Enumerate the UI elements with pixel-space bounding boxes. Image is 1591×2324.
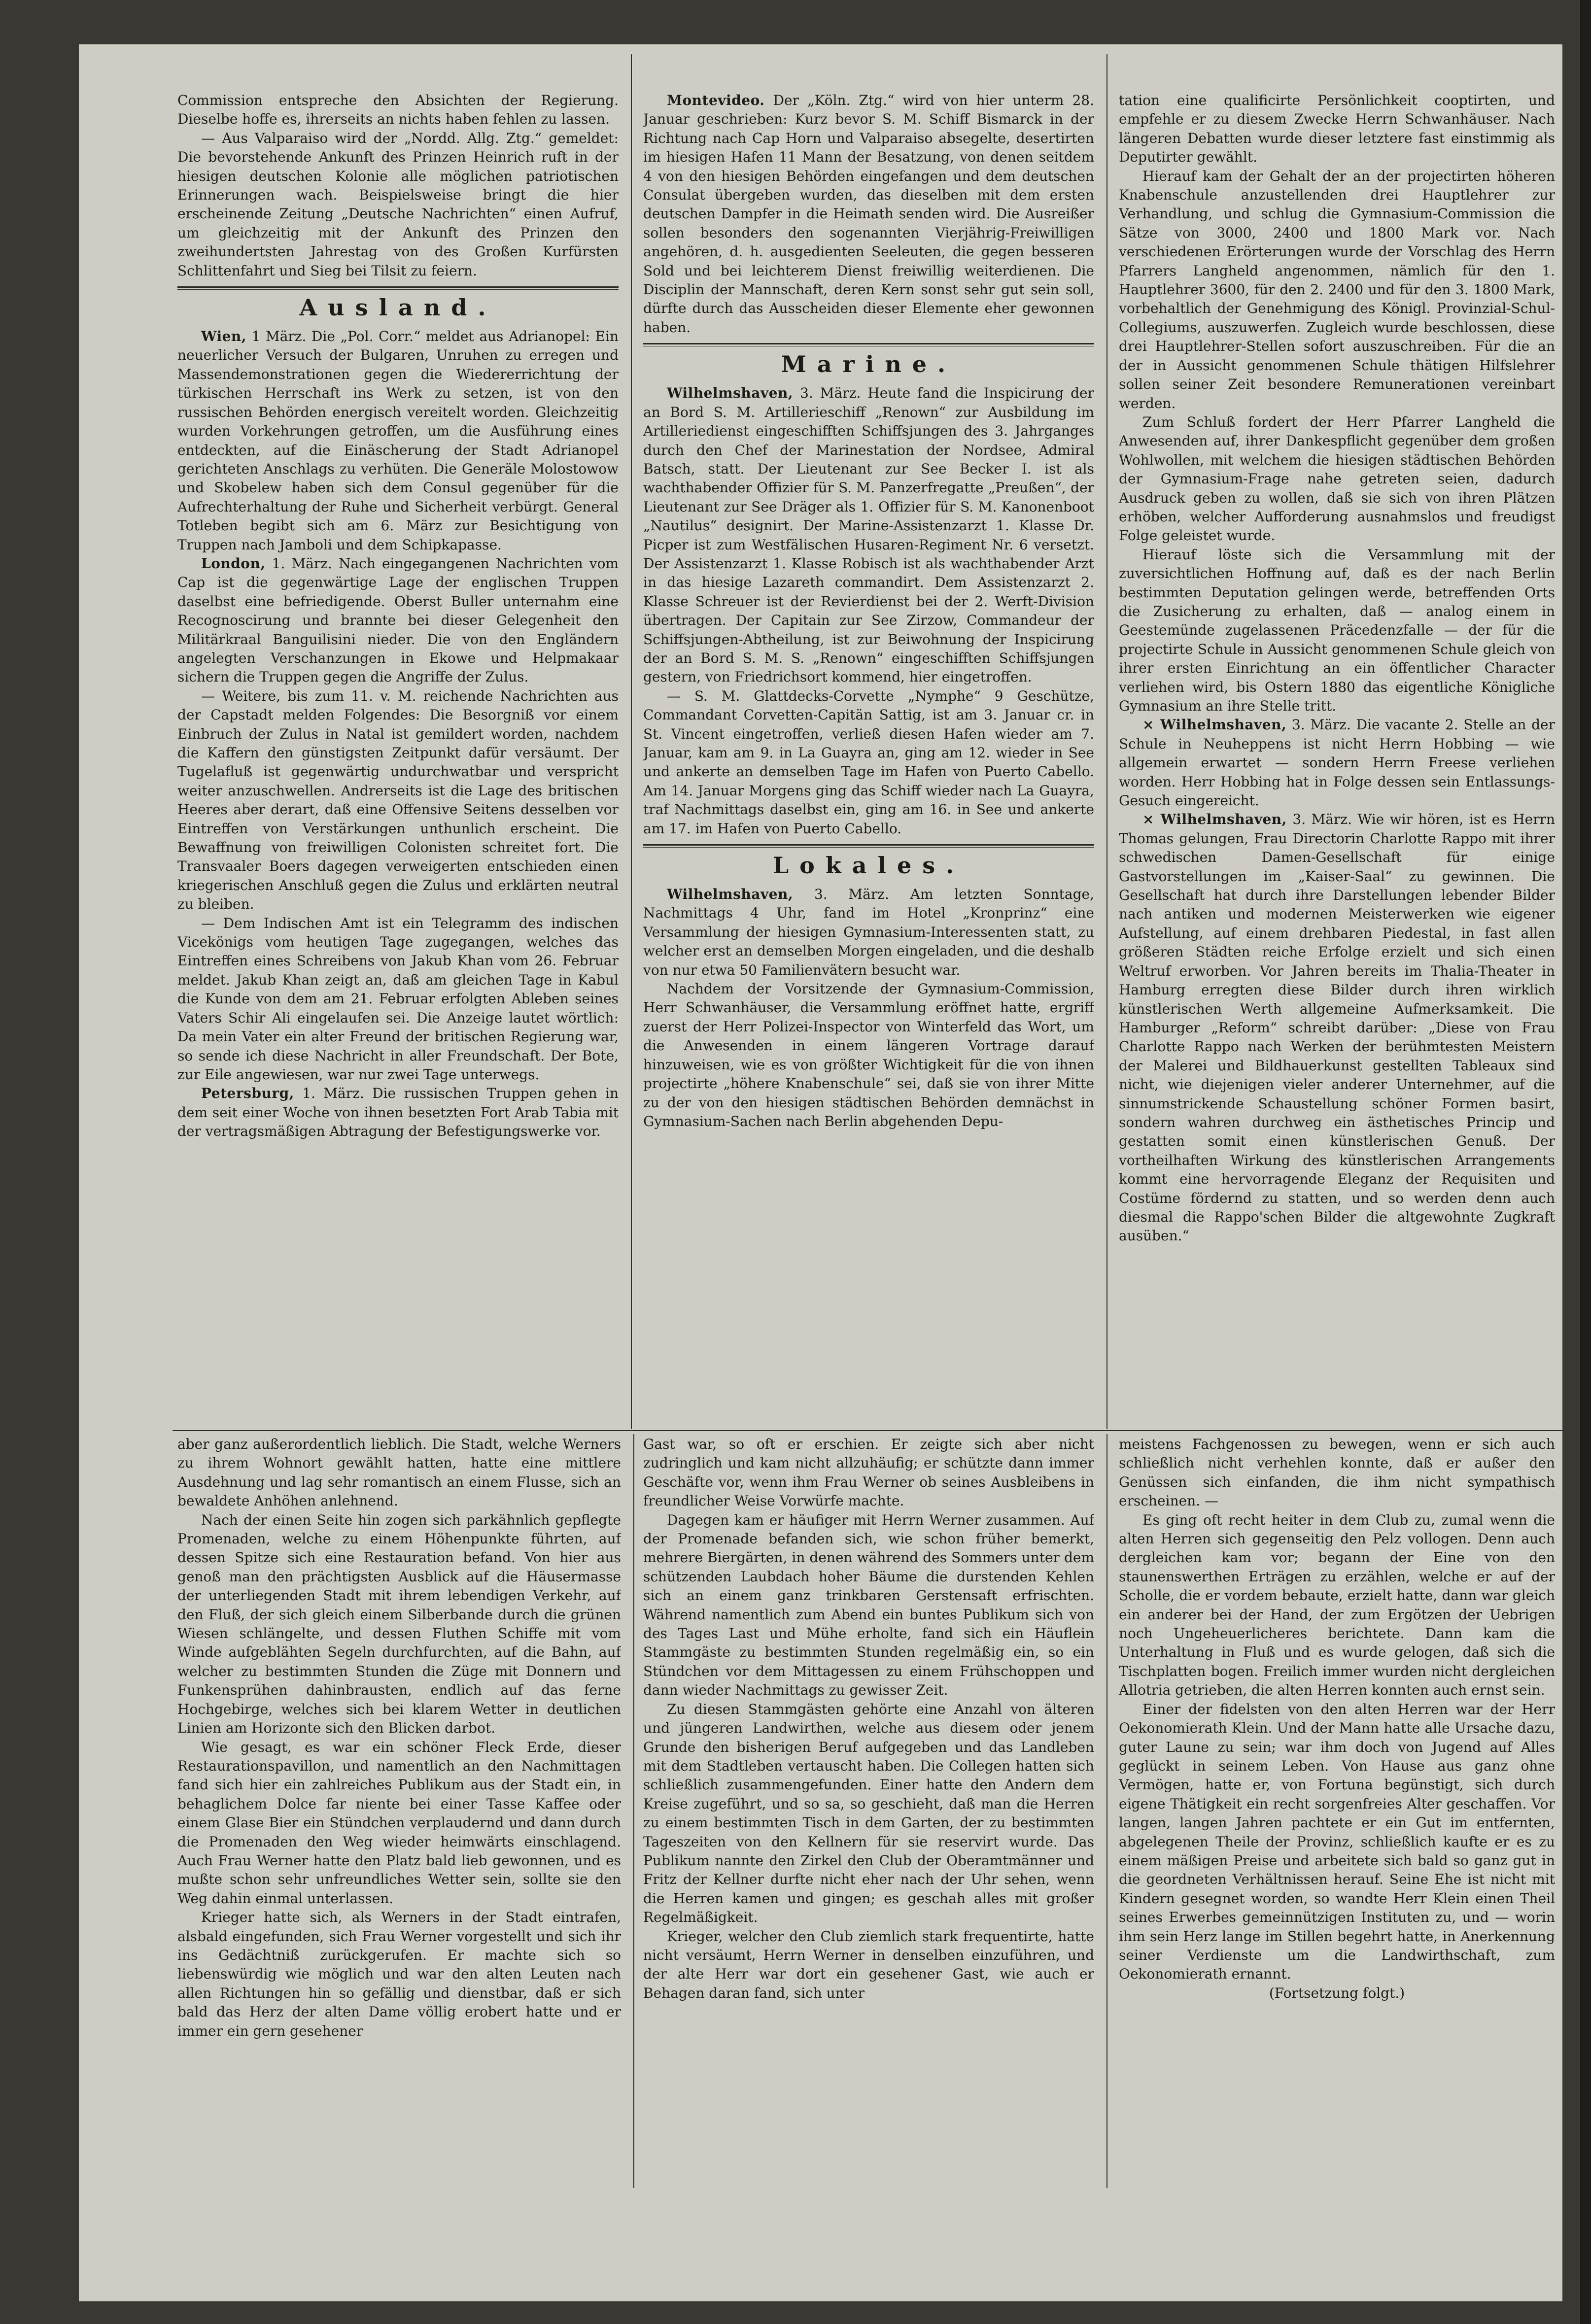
paragraph: Nach der einen Seite hin zogen sich parkähnlich gepflegte Promenaden, welche zu einem Höhenpunkte führten, auf dessen Spitze sich eine Restauration befand. Von hier aus genoß man den prächtigsten Ausblick auf die Häusermasse der unterliegenden Stadt mit ihrem lebendigen Verkehr, auf den Fluß, der sich gleich einem Silberbande durch die grünen Wiesen schlängelte, und dessen Fluthen Schiffe mit vom Winde aufgeblähten Segeln durchfurchten, auf die Bahn, auf welcher zu bestimmten Stunden die Züge mit Donnern und Funkensprühen dahinbrausten, endlich auf das ferne Hochgebirge, welches sich bei klarem Wetter in deutlichen Linien am Horizonte sich den Blicken darbot. [177, 1511, 621, 1737]
dateline: Wilhelmshaven, [667, 385, 794, 402]
dateline: London, [201, 555, 266, 572]
top-column-2 [643, 91, 1094, 1422]
dateline: × Wilhelmshaven, [1142, 811, 1287, 828]
section-title-lokales: Lokales. [772, 852, 965, 879]
paragraph: — S. M. Glattdecks-Corvette „Nymphe“ 9 Geschütze, Commandant Corvetten-Capitän Sattig, ist am 3. Januar cr. in St. Vincent eingetroffen, verließ diesen Hafen wieder am 7. Januar, kam am 9. in La Guayra an, ging am 12. wieder in See und ankerte an demselben Tage im Hafen von Puerto Cabello. Am 14. Januar Morgens ging das Schiff wieder nach La Guayra, traf Nachmittags daselbst ein, ging am 16. in See und ankerte am 17. im Hafen von Puerto Cabello. [643, 687, 1094, 837]
paragraph: — Dem Indischen Amt ist ein Telegramm des indischen Vicekönigs vom heutigen Tage zugegangen, welches das Eintreffen eines Schreibens von Jakub Khan vom 26. Februar meldet. Jakub Khan zeigt an, daß am gleichen Tage in Kabul die Kunde von dem am 21. Februar erfolgten Ableben seines Vaters Schir Ali eingelaufen sei. Die Anzeige lautet wörtlich: Da mein Vater ein alter Freund der britischen Regierung war, so sende ich diese Nachricht in aller Freundschaft. Der Bote, zur Eile angewiesen, war nur zwei Tage unterwegs. [177, 915, 619, 1083]
rule [177, 286, 619, 290]
paragraph: Hierauf kam der Gehalt der an der projectirten höheren Knabenschule anzustellenden drei Hauptlehrer zur Verhandlung, und schlug die Gymnasium-Commission die Sätze von 3000, 2400 und 1800 Mark vor. Nach verschiedenen Erörterungen wurde der Vorschlag des Herrn Pfarrers Langheld angenommen, nämlich für den 1. Hauptlehrer 3600, für den 2. 2400 und für den 3. 1800 Mark, vorbehaltlich der Genehmigung des Königl. Provinzial-Schul-Collegiums, auszuwerfen. Zugleich wurde beschlossen, diese drei Hauptlehrer-Stellen sofort auszuschreiben. Für die an der in Aussicht genommenen Schule thätigen Hilfslehrer sollen seiner Zeit besondere Remunerationen vereinbart werden. [1119, 168, 1555, 411]
paragraph: Hierauf löste sich die Versammlung mit der zuversichtlichen Hoffnung auf, daß es der nach Berlin bestimmten Deputation gelingen werde, betreffenden Orts die Zusicherung zu erhalten, daß — analog einem in Geestemünde zugelassenen Präcedenzfalle — der für die projectirte Schule in Aussicht genommenen Schule gleich von ihrer ersten Einrichtung an ein öffentlicher Character verliehen wird, bis Ostern 1880 das eigentliche Königliche Gymnasium an ihre Stelle tritt. [1119, 546, 1555, 714]
scan-edge [1580, 0, 1591, 2324]
paragraph: Commission entspreche den Absichten der Regierung. Dieselbe hoffe es, ihrerseits an nichts haben fehlen zu lassen. [177, 92, 619, 128]
article-body: 1. März. Die russischen Truppen gehen in dem seit einer Woche von ihnen besetzten Fort Arab Tabia mit der vertragsmäßigen Abtragung der Befestigungswerke vor. [177, 1085, 619, 1140]
dateline: Petersburg, [201, 1085, 294, 1102]
section-divider [173, 1430, 1562, 1431]
paragraph: Wie gesagt, es war ein schöner Fleck Erde, dieser Restaurationspavillon, und namentlich an den Nachmittagen fand sich hier ein zahlreiches Publikum aus der Stadt ein, in behaglichem Dolce far niente bei einer Tasse Kaffee oder einem Glase Bier ein Stündchen verplaudernd und dann durch die Promenaden den Weg wieder heimwärts einschlagend. Auch Frau Werner hatte den Platz bald lieb gewonnen, und es mußte schon sehr unfreundliches Wetter sein, sollte sie den Weg dahin einmal unterlassen. [177, 1739, 621, 1907]
paragraph: Zum Schluß fordert der Herr Pfarrer Langheld die Anwesenden auf, ihrer Dankespflicht gegenüber dem großen Wohlwollen, mit welchem die hiesigen städtischen Behörden der Gymnasium-Frage nahe getreten seien, dadurch Ausdruck geben zu wollen, daß sie sich von ihren Plätzen erhöben, welcher Aufforderung ausnahmslos und freudigst Folge geleistet wurde. [1119, 413, 1555, 544]
top-column-3 [1119, 91, 1555, 1422]
article-london [177, 554, 619, 687]
continuation-note: (Fortsetzung folgt.) [1269, 1984, 1405, 2001]
dateline: Montevideo. [667, 92, 765, 108]
article-body: 1. März. Nach eingegangenen Nachrichten vom Cap ist die gegenwärtige Lage der englischen Truppen daselbst eine befriedigende. Oberst Buller unternahm eine Recognoscirung und brannte bei dieser Gelegenheit den Militärkraal Banguilisini nieder. Die von den Engländern angelegten Verschanzungen in Ekowe und Helpmakaar sichern die Truppen gegen die Angriffe der Zulus. [177, 555, 619, 685]
paragraph: Krieger hatte sich, als Werners in der Stadt eintrafen, alsbald eingefunden, sich Frau Werner vorgestellt und sich ihr ins Gedächtniß zurückgerufen. Er machte sich so liebenswürdig wie möglich und war den alten Leuten nach allen Richtungen hin so gefällig und dienstbar, daß er sich bald das Herz der alten Dame völlig erobert hatte und er immer ein gern gesehener [177, 1909, 621, 2039]
rule [643, 844, 1094, 848]
paragraph: Dagegen kam er häufiger mit Herrn Werner zusammen. Auf der Promenade befanden sich, wie schon früher bemerkt, mehrere Biergärten, in denen während des Sommers unter dem schützenden Laubdach hoher Bäume die durstenden Kehlen sich an einem ganz trinkbaren Gerstensaft erfrischten. Während namentlich zum Abend ein buntes Publikum sich von des Tages Last und Mühe erholte, fand sich ein Häuflein Stammgäste zu bestimmten Stunden regelmäßig ein, so ein Stündchen vor dem Mittagessen zu einem Frühschoppen und dann wieder Nachmittags zu gewisser Zeit. [643, 1511, 1094, 1699]
article-body: Der „Köln. Ztg.“ wird von hier unterm 28. Januar geschrieben: Kurz bevor S. M. Schiff Bismarck in der Richtung nach Cap Horn und Valparaiso absegelte, desertirten im hiesigen Hafen 11 Mann der Besatzung, von denen seitdem 4 von den hiesigen Behörden eingefangen und dem deutschen Consulat übergeben wurden, das dieselben mit dem ersten deutschen Dampfer in die Heimath senden wird. Die Ausreißer sollen besonders den sogenannten Vierjährig-Freiwilligen angehören, d. h. ausgedienten Seeleuten, die gegen besseren Sold und bei leichterem Dienst freiwillig weiterdienen. Die Disciplin der Mannschaft, deren Kern sonst sehr gut sein soll, dürfte durch das Ausscheiden dieser Elemente eher gewonnen haben. [643, 92, 1094, 336]
article-petersburg [177, 1084, 619, 1141]
article-wilhelmshaven [1119, 716, 1555, 810]
article-wien [177, 327, 619, 554]
dateline: Wilhelmshaven, [667, 886, 794, 903]
paragraph: — Weitere, bis zum 11. v. M. reichende Nachrichten aus der Capstadt melden Folgendes: Die Besorgniß vor einem Einbruch der Zulus in Natal ist gemildert worden, nachdem die Kaffern den günstigsten Zeitpunkt dafür versäumt. Der Tugelafluß ist gegenwärtig undurchwatbar und verspricht weiter anzuschwellen. Andrerseits ist die Lage des britischen Heeres aber derart, daß eine Offensive Seitens desselben vor Eintreffen von Verstärkungen unthunlich erscheint. Die Bewaffnung von freiwilligen Colonisten schreitet fort. Die Transvaaler Boers dagegen verweigerten entschieden einen kriegerischen Anschluß gegen die Zulus und erklärten neutral zu bleiben. [177, 687, 619, 913]
paragraph: Es ging oft recht heiter in dem Club zu, zumal wenn die alten Herren sich gegenseitig den Pelz vollogen. Denn auch dergleichen kam vor; begann der Eine von den staunenswerthen Erträgen zu erzählen, welche er auf der Scholle, die er vordem bebaute, erzielt hatte, dann war gleich ein anderer bei der Hand, der zum Ergötzen der Uebrigen noch Ungeheuerlicheres berichtete. Dann kam die Unterhaltung in Fluß und es wurde gelogen, daß sich die Tischplatten bogen. Freilich immer wurden nicht dergleichen Allotria getrieben, die alten Herren konnten auch ernst sein. [1119, 1511, 1555, 1699]
paragraph: tation eine qualificirte Persönlichkeit cooptirten, und empfehle er zu diesem Zwecke Herrn Schwanhäuser. Nach längeren Debatten wurde dieser letztere fast einstimmig als Deputirter gewählt. [1119, 92, 1555, 166]
article-montevideo [643, 91, 1094, 337]
column-rule [631, 54, 632, 1429]
article-wilhelmshaven [643, 885, 1094, 980]
paragraph: Gast war, so oft er erschien. Er zeigte sich aber nicht zudringlich und kam nicht allzuhäufig; er schützte dann immer Geschäfte vor, wenn ihm Frau Werner ob seines Ausbleibens in freundlicher Weise Vorwürfe machte. [643, 1436, 1094, 1509]
top-column-1 [177, 91, 619, 1422]
paragraph: Einer der fidelsten von den alten Herren war der Herr Oekonomierath Klein. Und der Mann hatte alle Ursache dazu, guter Laune zu sein; war ihm doch von Jugend auf Alles geglückt in seinem Leben. Von Hause aus ganz ohne Vermögen, hatte er, von Fortuna begünstigt, sich durch eigene Thätigkeit ein recht sorgenfreies Alter geschaffen. Vor langen, langen Jahren pachtete er ein Gut im entfernten, abgelegenen Theile der Provinz, schließlich kaufte er es zu einem mäßigen Preise und arbeitete sich bald so ganz gut in die geordneten Verhältnissen herauf. Seine Ehe ist nicht mit Kindern gesegnet worden, so wandte Herr Klein einen Theil seines Erwerbes gemeinnützigen Instituten zu, und — worin ihm sein Herz lange im Stillen begehrt hatte, in Anerkennung seiner Verdienste um die Landwirthschaft, zum Oekonomierath ernannt. [1119, 1701, 1555, 1982]
paragraph: — Aus Valparaiso wird der „Nordd. Allg. Ztg.“ gemeldet: Die bevorstehende Ankunft des Prinzen Heinrich ruft in der hiesigen deutschen Kolonie alle möglichen patriotischen Erinnerungen wach. Beispielsweise bringt die hier erscheinende Zeitung „Deutsche Nachrichten“ einen Aufruf, um gleichzeitig mit der Ankunft des Prinzen den zweihundertsten Jahrestag von des Großen Kurfürsten Schlittenfahrt und Sieg bei Tilsit zu feiern. [177, 130, 619, 279]
paragraph: Nachdem der Vorsitzende der Gymnasium-Commission, Herr Schwanhäuser, die Versammlung eröffnet hatte, ergriff zuerst der Herr Polizei-Inspector von Winterfeld das Wort, um die Anwesenden in einem längeren Vortrage darauf hinzuweisen, wie es von größter Wichtigkeit für die von ihnen projectirte „höhere Knabenschule“ sei, daß sie von ihrer Mitte zu der von den hiesigen städtischen Behörden demnächst in Gymnasium-Sachen nach Berlin abgehenden Depu- [643, 981, 1094, 1129]
bottom-column-3 [1119, 1435, 1555, 2184]
bottom-column-2 [643, 1435, 1094, 2184]
paragraph: aber ganz außerordentlich lieblich. Die Stadt, welche Werners zu ihrem Wohnort gewählt hatten, hatte eine mittlere Ausdehnung und lag sehr romantisch an einem Flusse, sich an bewaldete Anhöhen anlehnend. [177, 1436, 621, 1509]
dateline: × Wilhelmshaven, [1142, 717, 1287, 733]
column-rule [633, 1434, 634, 2188]
section-title-marine: Marine. [781, 351, 957, 378]
bottom-column-1 [177, 1435, 621, 2184]
dateline: Wien, [201, 328, 247, 345]
section-title-ausland: Ausland. [299, 294, 497, 321]
article-body: 1 März. Die „Pol. Corr.“ meldet aus Adrianopel: Ein neuerlicher Versuch der Bulgaren, Unruhen zu erregen und Massendemonstrationen gegen die Wiedererrichtung der türkischen Herrschaft ins Werk zu setzen, ist von den russischen Behörden energisch vereitelt worden. Gleichzeitig wurden Vorkehrungen getroffen, um die Ausführung eines entdeckten, auf die Einäscherung der Stadt Adrianopel gerichteten Anschlags zu verhüten. Die Generäle Molostowow und Skobelew haben sich dem Consul gegenüber für die Aufrechterhaltung der Ruhe und Sicherheit verbürgt. General Totleben begibt sich am 6. März zur Besichtigung von Truppen nach Jamboli und dem Schipkapasse. [177, 328, 619, 553]
paragraph: meistens Fachgenossen zu bewegen, wenn er sich auch schließlich nicht verhehlen konnte, daß er außer den Genüssen sich einfanden, die ihm nicht sympathisch erscheinen. — [1119, 1436, 1555, 1509]
article-body: 3. März. Am letzten Sonntage, Nachmittags 4 Uhr, fand im Hotel „Kronprinz“ eine Versammlung der hiesigen Gymnasium-Interessenten statt, zu welcher erst an demselben Morgen eingeladen, und die deshalb von nur etwa 50 Familienvätern besucht war. [643, 886, 1094, 978]
article-wilhelmshaven [1119, 810, 1555, 1245]
paragraph: Krieger, welcher den Club ziemlich stark frequentirte, hatte nicht versäumt, Herrn Werner in denselben einzuführen, und der alte Herr war dort ein gesehener Gast, wie auch er Behagen daran fand, sich unter [643, 1928, 1094, 2001]
article-wilhelmshaven [643, 384, 1094, 687]
rule [643, 343, 1094, 346]
newspaper-page [79, 44, 1562, 2301]
paragraph: Zu diesen Stammgästen gehörte eine Anzahl von älteren und jüngeren Landwirthen, welche aus diesem oder jenem Grunde den bisherigen Beruf aufgegeben und das Landleben mit dem Stadtleben vertauscht haben. Die Collegen hatten sich schließlich zusammengefunden. Einer hatte den Andern dem Kreise zugeführt, und so sa, so geschieht, daß man die Herren zu einem bestimmten Tisch in dem Garten, der zu bestimmten Tageszeiten von den Kellnern für sie reservirt wurde. Das Publikum nannte den Zirkel den Club der Oberamtmänner und Fritz der Kellner durfte nicht eher nach der Uhr sehen, wenn die Herren kamen und gingen; es geschah alles mit großer Regelmäßigkeit. [643, 1701, 1094, 1926]
article-body: 3. März. Heute fand die Inspicirung der an Bord S. M. Artillerieschiff „Renown“ zur Ausbildung im Artilleriedienst eingeschifften Schiffsjungen des 3. Jahrganges durch den Chef der Marinestation der Nordsee, Admiral Batsch, statt. Der Lieutenant zur See Becker I. ist als wachthabender Offizier für S. M. Panzerfregatte „Preußen“, der Lieutenant zur See Dräger als 1. Offizier für S. M. Kanonenboot „Nautilus“ designirt. Der Marine-Assistenzarzt 1. Klasse Dr. Picper ist zum Westfälischen Husaren-Regiment Nr. 6 versetzt. Der Assistenzarzt 1. Klasse Robisch ist als wachthabender Arzt in das hiesige Lazareth commandirt. Dem Assistenzarzt 2. Klasse Schreuer ist der Revierdienst bei der 2. Werft-Division übertragen. Der Capitain zur See Zirzow, Commandeur der Schiffsjungen-Abtheilung, ist zur Beiwohnung der Inspicirung der an Bord S. M. S. „Renown“ eingeschifften Schiffsjungen gestern, von Friedrichsort kommend, hier eingetroffen. [643, 385, 1094, 685]
article-body: 3. März. Die vacante 2. Stelle an der Schule in Neuheppens ist nicht Herrn Hobbing — wie allgemein erwartet — sondern Herrn Freese verliehen worden. Herr Hobbing hat in Folge dessen sein Entlassungs-Gesuch eingereicht. [1119, 717, 1555, 809]
article-body: 3. März. Wie wir hören, ist es Herrn Thomas gelungen, Frau Directorin Charlotte Rappo mit ihrer schwedischen Damen-Gesellschaft für einige Gastvorstellungen im „Kaiser-Saal“ zu gewinnen. Die Gesellschaft hat durch ihre Darstellungen lebender Bilder nach antiken und modernen Meisterwerken wie eigener Aufstellung, auf einem drehbaren Piedestal, in fast allen größeren Städten reiche Erfolge erzielt und sich einen Weltruf erworben. Vor Jahren bereits im Thalia-Theater in Hamburg erregten diese Bilder durch ihren wirklich künstlerischen Werth allgemeine Aufmerksamkeit. Die Hamburger „Reform“ schreibt darüber: „Diese von Frau Charlotte Rappo nach Werken der berühmtesten Meistern der Malerei und Bildhauerkunst gestellten Tableaux sind nicht, wie diejenigen vieler anderer Unternehmer, auf die sinnumstrickende Schaustellung schöner Formen basirt, sondern wahren durchweg ein ästhetisches Princip und gestatten somit einen künstlerischen Genuß. Der vortheilhaften Wirkung des künstlerischen Arrangements kommt eine hervorragende Eleganz der Requisiten und Costüme fördernd zu statten, und so werden denn auch diesmal die Rappo'schen Bilder die altgewohnte Zugkraft ausüben.“ [1119, 811, 1555, 1244]
